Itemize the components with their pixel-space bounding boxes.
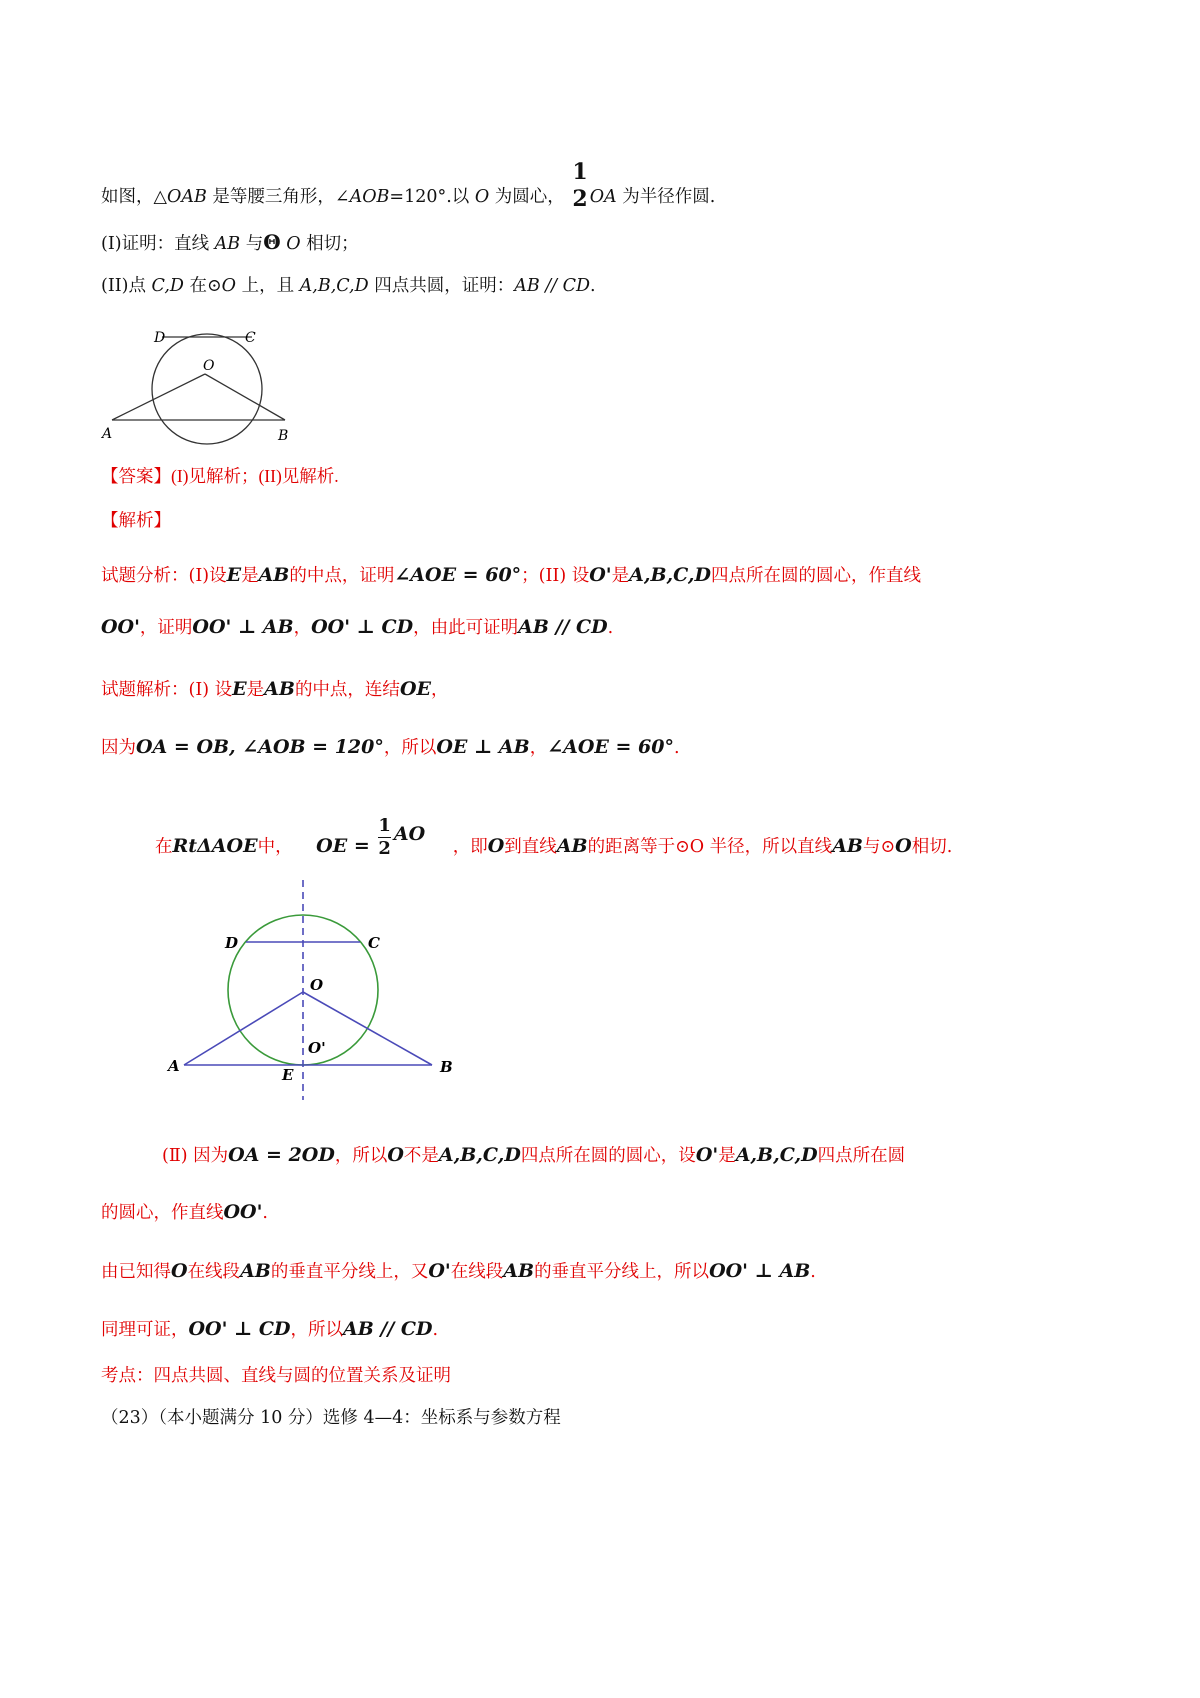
- answer-text: (I)见解析；(II)见解析.: [171, 466, 339, 486]
- text: ；(II) 设: [521, 566, 590, 586]
- solution-line-2: [101, 738, 680, 758]
- label-c: C: [245, 330, 256, 346]
- text: 在线段: [187, 1262, 241, 1282]
- text: 同理可证，: [101, 1320, 189, 1340]
- problem-part-1: [101, 232, 359, 254]
- text: 是: [246, 680, 265, 700]
- math-parallel: AB // CD: [343, 1318, 433, 1340]
- text: 与: [240, 234, 264, 254]
- math-o: O: [286, 234, 301, 254]
- kaodian-text: 考点：四点共圆、直线与圆的位置关系及证明: [101, 1366, 451, 1386]
- math-o: O: [387, 1144, 404, 1166]
- kaodian-line: [101, 1368, 451, 1386]
- text: 是等腰三角形，∠: [206, 187, 350, 208]
- math-o-prime: O': [695, 1144, 719, 1166]
- math-angle: ∠AOE = 60°: [394, 564, 522, 586]
- part2-line-1: [162, 1146, 905, 1166]
- analysis-line-1: [101, 566, 921, 586]
- text: 为圆心，: [489, 187, 565, 208]
- math-parallel: AB // CD: [514, 276, 591, 296]
- text: 由已知得: [101, 1262, 171, 1282]
- text: .: [810, 1262, 816, 1282]
- text: 在线段: [450, 1262, 504, 1282]
- math-equation: OA = OB, ∠AOB = 120°: [136, 736, 384, 758]
- fraction-half: [572, 160, 587, 211]
- label-d: D: [225, 934, 239, 952]
- figure-1-side-ob: [205, 374, 285, 420]
- label-o: O: [310, 976, 324, 994]
- math-oe: OE =: [316, 834, 370, 857]
- math-o: O: [895, 834, 912, 857]
- label-e: E: [282, 1066, 294, 1084]
- text: 不是: [403, 1146, 439, 1166]
- text: 四点所在圆的圆心，设: [520, 1146, 696, 1166]
- text: ，: [430, 680, 449, 700]
- math-perp-ab: OO' ⊥ AB: [192, 616, 294, 638]
- math-oe: OE: [399, 678, 431, 700]
- math-abcd: A,B,C,D: [299, 276, 369, 296]
- text: ，即: [452, 836, 488, 857]
- label-c: C: [368, 934, 380, 952]
- math-perp: OO' ⊥ AB: [709, 1260, 811, 1282]
- text: 相切.: [911, 836, 953, 857]
- text: ，所以: [383, 738, 437, 758]
- text: 的距离等于⊙O 半径，所以直线: [587, 836, 833, 857]
- label-b: B: [440, 1058, 453, 1076]
- analysis-line-2: [101, 618, 613, 638]
- math-triangle: RtΔAOE: [172, 834, 258, 857]
- text: 为半径作圆.: [616, 187, 716, 208]
- text: 试题分析：(I)设: [101, 566, 227, 586]
- figure-1-diagram: [100, 312, 300, 447]
- math-oab: OAB: [166, 187, 207, 208]
- math-ab: AB: [240, 1260, 271, 1282]
- math-oa: OA: [589, 187, 617, 208]
- math-abcd: A,B,C,D: [735, 1144, 818, 1166]
- fraction-denominator: 2: [572, 186, 588, 213]
- text: 四点所在圆: [817, 1146, 906, 1166]
- text: 的中点，证明: [289, 566, 395, 586]
- math-perp: OO' ⊥ CD: [188, 1318, 291, 1340]
- fraction-half: [378, 816, 391, 859]
- math-parallel: AB // CD: [518, 616, 608, 638]
- text: 中，: [257, 836, 293, 857]
- text: .: [262, 1203, 268, 1223]
- math-ab: AB: [264, 678, 295, 700]
- text: 是: [611, 566, 630, 586]
- answer-line: [101, 468, 339, 487]
- text: 是: [241, 566, 259, 586]
- math-e: E: [226, 564, 242, 586]
- text: 在: [155, 836, 173, 857]
- label-a: A: [102, 426, 113, 442]
- math-perp-cd: OO' ⊥ CD: [311, 616, 414, 638]
- text: .: [590, 276, 596, 296]
- text: 四点所在圆的圆心，作直线: [711, 566, 922, 586]
- figure-1-circle: [152, 334, 262, 444]
- text: ，所以: [290, 1320, 343, 1340]
- next-question-heading: [101, 1410, 561, 1428]
- problem-part-2: [101, 278, 596, 296]
- math-ao: AO: [393, 822, 426, 845]
- math-perp: OE ⊥ AB: [436, 736, 530, 758]
- solution-line-3: [155, 815, 953, 869]
- analysis-heading: [101, 513, 171, 531]
- part2-line-3: [101, 1262, 816, 1282]
- text: 相切；: [300, 234, 359, 254]
- math-o: O: [487, 834, 505, 857]
- answer-label: 【答案】: [101, 467, 171, 487]
- figure-2-diagram: [160, 875, 470, 1105]
- fraction-numerator: 1: [572, 159, 588, 185]
- figure-1-side-oa: [112, 374, 205, 420]
- math-equation: OA = 2OD: [228, 1144, 335, 1166]
- text: .: [673, 738, 680, 758]
- math-o: O: [221, 276, 237, 296]
- text: ，证明: [139, 618, 193, 638]
- fraction-denominator: 2: [378, 837, 391, 859]
- text: ，由此可证明: [413, 618, 519, 638]
- text: 的中点，连结: [294, 680, 400, 700]
- math-abcd: A,B,C,D: [438, 1144, 521, 1166]
- math-cd: C,D: [151, 276, 184, 296]
- text: 试题解析：(Ⅰ) 设: [101, 680, 233, 700]
- label-o: O: [203, 358, 215, 374]
- math-o: O: [474, 187, 490, 208]
- label-o-prime: O': [308, 1039, 326, 1057]
- math-aob: AOB: [349, 187, 390, 208]
- next-question-text: （23）（本小题满分 10 分）选修 4—4：坐标系与参数方程: [101, 1408, 561, 1428]
- text: ，所以: [334, 1146, 388, 1166]
- circle-symbol: Θ: [263, 230, 281, 254]
- text: =120°.以: [389, 187, 475, 208]
- text: 上，且: [236, 276, 300, 296]
- solution-line-1: [101, 680, 448, 700]
- analysis-label: 【解析】: [101, 511, 171, 531]
- part2-line-2: [101, 1203, 268, 1223]
- text: (II)点: [101, 276, 152, 296]
- part2-line-4: [101, 1320, 438, 1340]
- text: .: [432, 1320, 439, 1340]
- text: .: [607, 618, 614, 638]
- text: (Ⅱ) 因为: [162, 1146, 229, 1166]
- math-oo-prime: OO': [223, 1201, 263, 1223]
- math-angle: ∠AOE = 60°: [547, 736, 674, 758]
- figure-2-side-oa: [184, 992, 303, 1065]
- math-o-prime: O': [428, 1260, 451, 1282]
- label-a: A: [168, 1057, 180, 1075]
- fraction-numerator: 1: [378, 815, 391, 836]
- math-ab: AB: [214, 234, 241, 254]
- text: 因为: [101, 738, 136, 758]
- math-abcd: A,B,C,D: [629, 564, 712, 586]
- label-d: D: [154, 330, 166, 346]
- text: 到直线: [504, 836, 557, 857]
- math-o: O: [171, 1260, 188, 1282]
- math-o-prime: O': [589, 564, 612, 586]
- label-b: B: [278, 428, 289, 444]
- text: 如图，△: [101, 187, 167, 208]
- text: 在⊙: [183, 276, 222, 296]
- math-ab: AB: [503, 1260, 535, 1282]
- problem-line-1: [101, 159, 716, 223]
- text: 的垂直平分线上，又: [270, 1262, 429, 1282]
- text: (I)证明：直线: [101, 234, 215, 254]
- text: ，: [293, 618, 312, 638]
- text: 四点共圆，证明：: [368, 276, 515, 296]
- text: ，: [529, 738, 548, 758]
- text: 的垂直平分线上，所以: [534, 1262, 710, 1282]
- text: 与⊙: [863, 836, 896, 857]
- text: 的圆心，作直线: [101, 1203, 224, 1223]
- math-oo-prime: OO': [101, 616, 140, 638]
- math-e: E: [232, 678, 247, 700]
- math-ab: AB: [832, 834, 863, 857]
- math-ab: AB: [556, 834, 588, 857]
- math-ab: AB: [258, 564, 290, 586]
- text: 是: [718, 1146, 736, 1166]
